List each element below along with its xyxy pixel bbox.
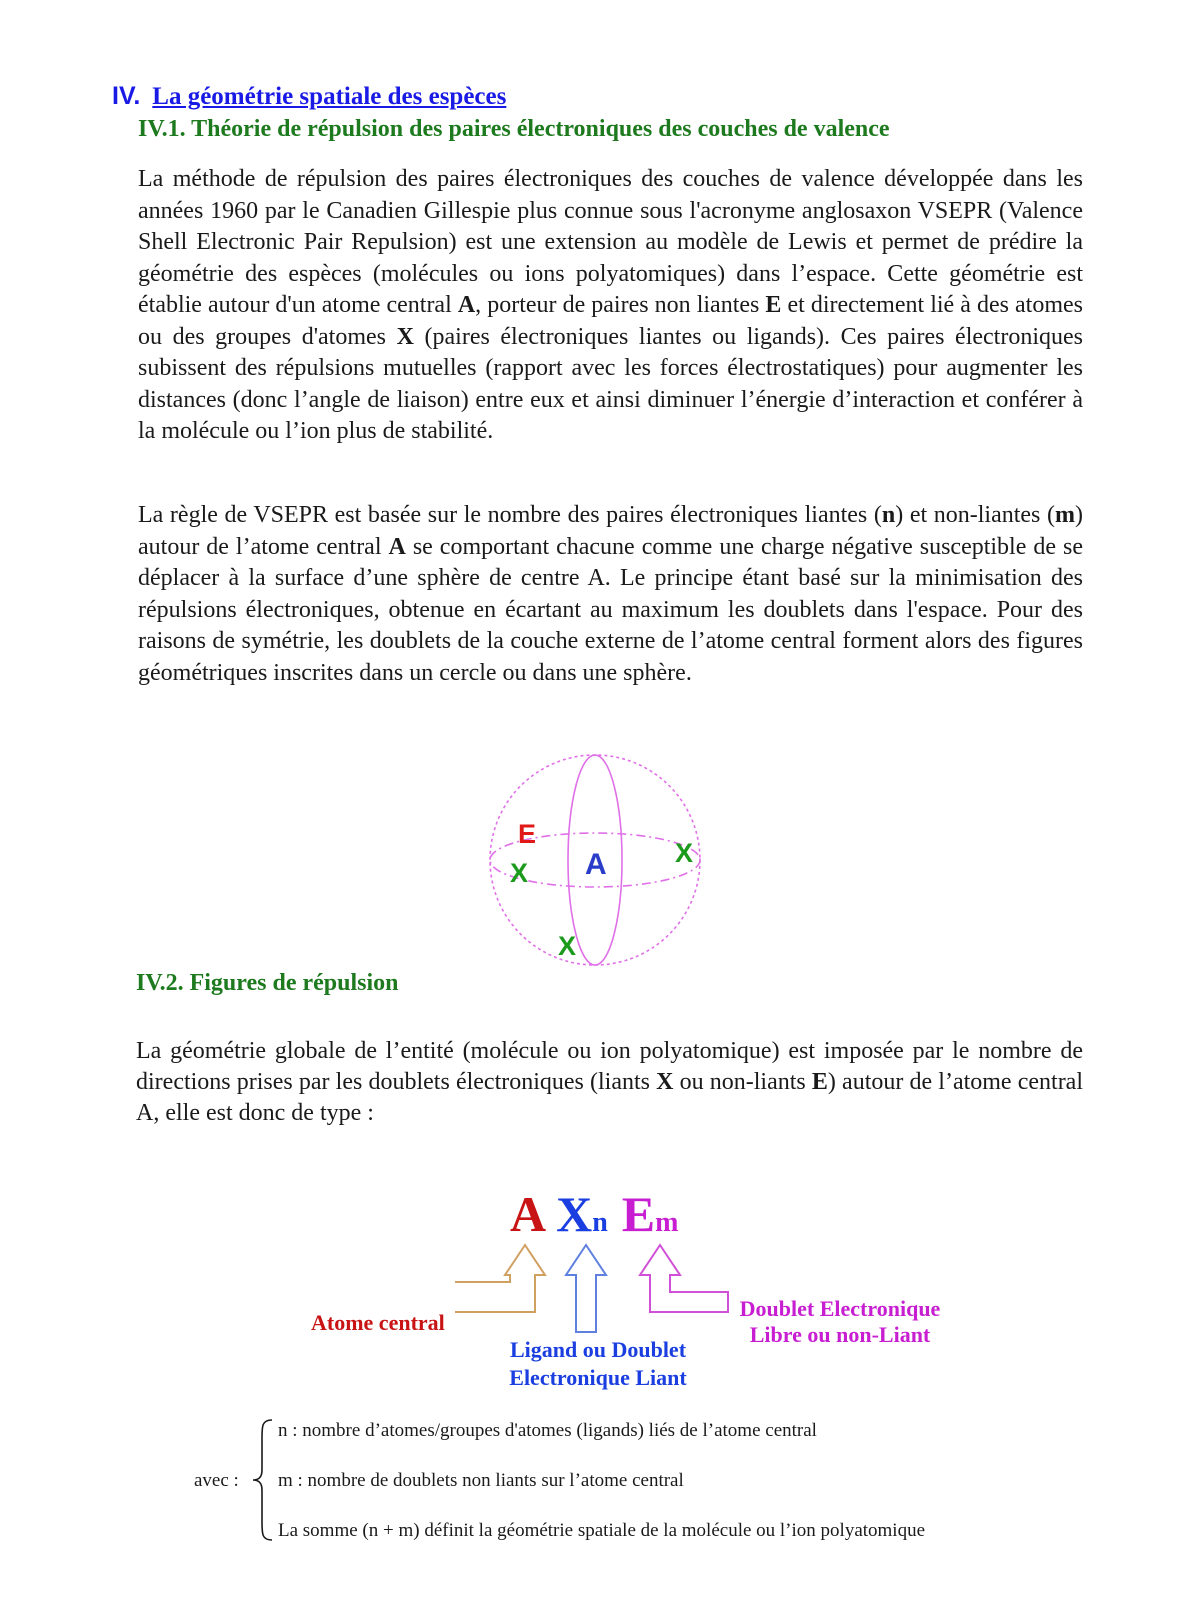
definition-n: n : nombre d’atomes/groupes d'atomes (ligands) liés de l’atome central xyxy=(278,1420,817,1441)
subsection-1-title: IV.1. Théorie de répulsion des paires électroniques des couches de valence xyxy=(138,116,890,142)
ligand-label-bottom: X xyxy=(558,931,577,961)
formula-central-atom: A xyxy=(510,1186,547,1242)
label-ligand: Ligand ou Doublet Electronique Liant xyxy=(509,1337,687,1390)
avec-label: avec : xyxy=(194,1470,239,1491)
label-atome-central: Atome central xyxy=(311,1310,445,1335)
central-atom-label: A xyxy=(585,848,607,881)
lone-pair-label: E xyxy=(518,819,537,849)
definition-m: m : nombre de doublets non liants sur l’atome central xyxy=(278,1470,684,1491)
definition-sum: La somme (n + m) définit la géométrie spatiale de la molécule ou l’ion polyatomique xyxy=(278,1520,926,1541)
ligand-arrow xyxy=(566,1245,606,1332)
section-heading xyxy=(112,82,506,111)
ligand-label-left: X xyxy=(510,858,529,888)
ligand-label-right: X xyxy=(675,838,694,868)
doublet-arrow xyxy=(640,1245,728,1312)
formula-lone-pair: Em xyxy=(621,1186,679,1242)
section-number: IV. xyxy=(112,82,141,110)
formula-arrows xyxy=(450,1240,740,1340)
label-doublet-libre: Doublet Electronique Libre ou non-Liant xyxy=(739,1296,941,1347)
paragraph-1: La méthode de répulsion des paires électroniques des couches de valence développée dans les années 1960 par le Canadien Gillespie plus connue sous l'acronyme anglosaxon VSEPR (Valence Shell Electronic Pair Repulsion) est une extension au modèle de Lewis et permet de prédire la géométrie des espèces (molécules ou ions polyatomiques) dans l’espace. Cette géométrie est établie autour d'un atome central A, porteur de paires non liantes E et directement lié à des atomes ou des groupes d'atomes X (paires électroniques liantes ou ligands). Ces paires électroniques subissent des répulsions mutuelles (rapport avec les forces électrostatiques) pour augmenter les distances (donc l’angle de liaison) entre eux et ainsi diminuer l’énergie d’interaction et conférer à la molécule ou l’ion plus de stabilité. xyxy=(138,166,1084,444)
paragraph-3: La géométrie globale de l’entité (molécule ou ion polyatomique) est imposée par le nombre de directions prises par les doublets électroniques (liants X ou non-liants E) autour de l’atome central A, elle est donc de type : xyxy=(136,1038,1084,1126)
subsection-2-title: IV.2. Figures de répulsion xyxy=(136,970,399,996)
vsepr-sphere-diagram xyxy=(470,750,720,980)
atome-arrow xyxy=(455,1245,545,1312)
curly-brace-icon xyxy=(250,1418,276,1543)
paragraph-2: La règle de VSEPR est basée sur le nombre des paires électroniques liantes (n) et non-liantes (m) autour de l’atome central A se comportant chacune comme une charge négative susceptible de se déplacer à la surface d’une sphère de centre A. Le principe étant basé sur la minimisation des répulsions électroniques, obtenue en écartant au maximum les doublets dans l'espace. Pour des raisons de symétrie, les doublets de la couche externe de l’atome central forment alors des figures géométriques inscrites dans un cercle ou dans une sphère. xyxy=(138,502,1083,686)
section-title: La géométrie spatiale des espèces xyxy=(152,83,507,110)
formula-ligand: Xn xyxy=(556,1186,608,1242)
general-formula xyxy=(510,1185,678,1243)
